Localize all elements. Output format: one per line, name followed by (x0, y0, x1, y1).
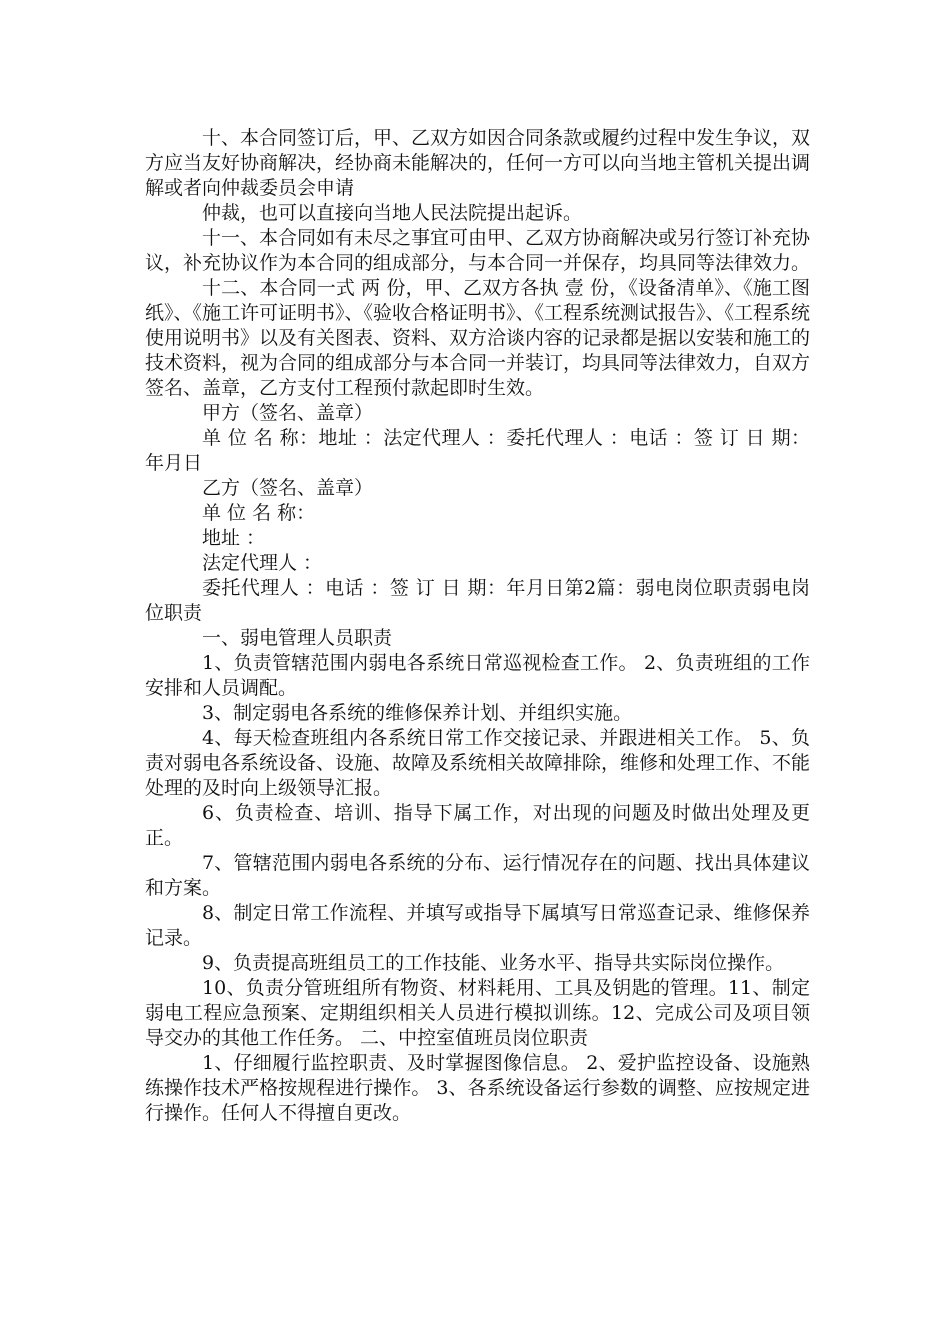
duty-item-9: 9、负责提高班组员工的工作技能、业务水平、指导共实际岗位操作。 (202, 952, 785, 974)
duty-item-4-5: 4、每天检查班组内各系统日常工作交接记录、并跟进相关工作。 5、负责对弱电各系统设备、设施、故障及系统相关故障排除，维修和处理工作、不能处理的及时向上级领导汇报。 (145, 727, 811, 799)
paragraph-clause-11: 十一、本合同如有未尽之事宜可由甲、乙双方协商解决或另行签订补充协议，补充协议作为本合同的组成部分，与本合同一并保存，均具同等法律效力。 (145, 227, 811, 274)
document-page (145, 126, 810, 1126)
party-b-legal-rep: 法定代理人 ： (202, 552, 323, 574)
control-room-duties: 1、仔细履行监控职责、及时掌握图像信息。 2、爱护监控设备、设施熟练操作技术严格按规程进行操作。 3、各系统设备运行参数的调整、应按规定进行操作。任何人不得擅自更改。 (145, 1052, 810, 1124)
party-b-agent-and-section-title: 委托代理人 ：电话 ：签 订 日 期：年月日第2篇：弱电岗位职责弱电岗位职责 (145, 577, 810, 624)
paragraph-clause-10-cont: 仲裁，也可以直接向当地人民法院提出起诉。 (202, 202, 583, 224)
duty-item-8: 8、制定日常工作流程、并填写或指导下属填写日常巡查记录、维修保养记录。 (145, 902, 810, 949)
party-a-heading: 甲方（签名、盖章） (202, 402, 374, 424)
duty-item-6: 6、负责检查、培训、指导下属工作，对出现的问题及时做出处理及更正。 (145, 802, 810, 849)
duty-item-1-2: 1、负责管辖范围内弱电各系统日常巡视检查工作。 2、负责班组的工作安排和人员调配。 (145, 652, 810, 699)
section-heading-manager: 一、弱电管理人员职责 (202, 627, 393, 649)
duty-item-10-12: 10、负责分管班组所有物资、材料耗用、工具及钥匙的管理。11、制定弱电工程应急预案、定期组织相关人员进行模拟训练。12、完成公司及项目领导交办的其他工作任务。 二、中控室值班员岗位职责 (145, 977, 810, 1049)
paragraph-clause-12: 十二、本合同一式 两 份，甲、乙双方各执 壹 份，《设备清单》、《施工图纸》、《施工许可证明书》、《验收合格证明书》、《工程系统测试报告》、《工程系统使用说明书》以及有关图表、资料、双方洽谈内容的记录都是据以安装和施工的技术资料，视为合同的组成部分与本合同一并装订，均具同等法律效力，自双方签名、盖章，乙方支付工程预付款起即时生效。 (145, 277, 811, 399)
party-b-unit-name: 单 位 名 称： (202, 502, 316, 524)
party-b-heading: 乙方（签名、盖章） (202, 477, 374, 499)
duty-item-7: 7、管辖范围内弱电各系统的分布、运行情况存在的问题、找出具体建议和方案。 (145, 852, 810, 899)
party-b-address: 地址 ： (202, 527, 266, 549)
paragraph-clause-10: 十、本合同签订后，甲、乙双方如因合同条款或履约过程中发生争议，双方应当友好协商解决，经协商未能解决的，任何一方可以向当地主管机关提出调解或者向仲裁委员会申请 (145, 127, 811, 199)
party-a-fields: 单 位 名 称：地址 ：法定代理人 ：委托代理人 ：电话 ：签 订 日 期：年月日 (145, 427, 810, 474)
duty-item-3: 3、制定弱电各系统的维修保养计划、并组织实施。 (202, 702, 633, 724)
